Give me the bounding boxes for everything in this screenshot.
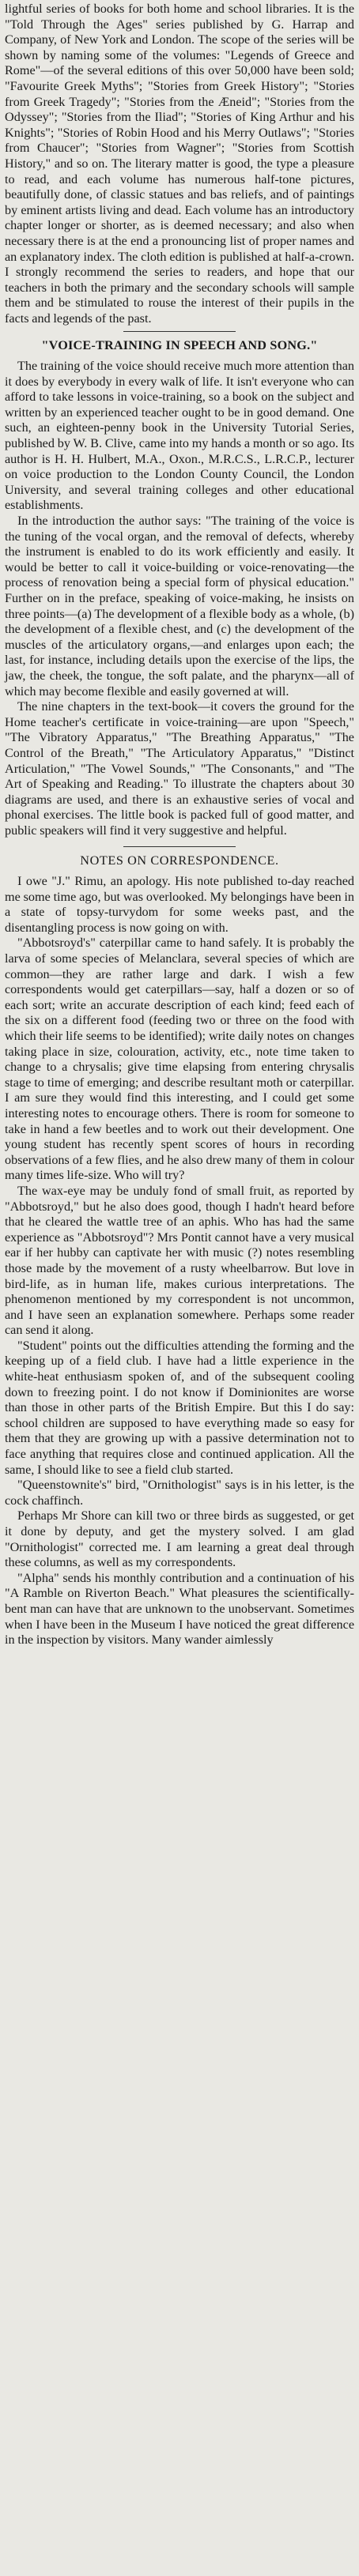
section-divider	[123, 331, 236, 332]
body-paragraph: In the introduction the author says: "The training of the voice is the tuning of the vocal organ, and the removal of defects, whereby the instrument is enabled to do its work efficiently and easily. It would be better to call it voice-building or voice-renovating—the process of renovation being a special form of physical education." Further on in the preface, speaking of voice-making, he insists on three points—(a) The development of a flexible body as a whole, (b) the development of a flexible chest, and (c) the development of the muscles of the articulatory organs,—and enlarges upon each; the last, for instance, including details upon the exercise of the lips, the jaw, the cheek, the tongue, the soft palate, and the pharynx—all of which may become flexible and easily governed at will.	[5, 514, 354, 699]
section-heading-correspondence: NOTES ON CORRESPONDENCE.	[80, 853, 279, 868]
body-paragraph: The nine chapters in the text-book—it covers the ground for the Home teacher's certificate in voice-training—are upon "Speech," "The Vibratory Apparatus," "The Breathing Apparatus," "The Control of the Breath," "The Articulatory Apparatus," "Distinct Articulation," "The Vowel Sounds," "The Consonants," and "The Art of Speaking and Reading." To illustrate the chapters about 30 diagrams are used, and there is an exhaustive series of vocal and phonal exercises. The little book is packed full of good matter, and public speakers will find it very suggestive and helpful.	[5, 699, 354, 838]
intro-paragraph: lightful series of books for both home and school libraries. It is the "Told Through the Ages" series published by G. Harrap and Company, of New York and London. The scope of the series will be shown by naming some of the volumes: "Legends of Greece and Rome"—of the several editions of this over 50,000 have been sold; "Favourite Greek Myths"; "Stories from Greek History"; "Stories from Greek Tragedy"; "Stories from the Æneid"; "Stories from the Odyssey"; "Stories from the Iliad"; "Stories of King Arthur and his Knights"; "Stories of Robin Hood and his Merry Outlaws"; "Stories from Chaucer"; "Stories from Wagner"; "Stories from Scottish History," and so on. The literary matter is good, the type a pleasure to read, and each volume has numerous half-tone pictures, beautifully done, of classic statues and bas reliefs, and of paintings by eminent artists living and dead. Each volume has an introductory chapter longer or shorter, as is deemed necessary; and also when necessary there is at the end a pronouncing list of proper names and an explanatory index. The cloth edition is published at half-a-crown. I strongly recommend the series to readers, and hope that our teachers in both the primary and the secondary schools will sample them and be stimulated to rouse the interest of their pupils in the facts and legends of the past.	[5, 2, 354, 326]
body-paragraph: "Alpha" sends his monthly contribution and a continuation of his "A Ramble on Riverton Beach." What pleasures the scientifically-bent man can have that are unknown to the unobservant. Sometimes when I have been in the Museum I have noticed the great difference in the inspection by visitors. Many wander aimlessly	[5, 1570, 354, 1648]
section-divider	[123, 846, 236, 847]
body-paragraph: The training of the voice should receive much more attention than it does by everybody in every walk of life. It isn't everyone who can afford to take lessons in voice-training, so a book on the subject and written by an experienced teacher ought to be in good demand. One such, an eighteen-penny book in the University Tutorial Series, published by W. B. Clive, came into my hands a month or so ago. Its author is H. H. Hulbert, M.A., Oxon., M.R.C.S., L.R.C.P., lecturer on voice production to the London County Council, the London University, and several training colleges and other educational establishments.	[5, 359, 354, 513]
body-paragraph: The wax-eye may be unduly fond of small fruit, as reported by "Abbotsroyd," but he also does good, though I hadn't heard before that he cleared the wattle tree of an aphis. Who has had the same experience as "Abbotsroyd"? Mrs Pontit cannot have a very musical ear if her hubby can captivate her with music (?) notes resembling those made by the movement of a rusty wheelbarrow. But love in bird-life, as in human life, makes curious interpretations. The phenomenon mentioned by my correspondent is not uncommon, and I have seen an explanation somewhere. Perhaps some reader can send it along.	[5, 1183, 354, 1338]
body-paragraph: Perhaps Mr Shore can kill two or three birds as suggested, or get it done by deputy, and get the mystery solved. I am glad "Ornithologist" corrected me. I am learning a great deal through these columns, as well as my correspondents.	[5, 1508, 354, 1570]
body-paragraph: I owe "J." Rimu, an apology. His note published to-day reached me some time ago, but was overlooked. My belongings have been in a state of topsy-turvydom for some weeks past, and the disentangling process is now going on with.	[5, 874, 354, 935]
body-paragraph: "Student" points out the difficulties attending the forming and the keeping up of a field club. I have had a little experience in the white-heat enthusiasm spoken of, and of the subsequent cooling down to freezing point. I do not know if Dominionites are worse than those in other parts of the British Empire. But this I do say: school children are supposed to have everything made so easy for them that they are growing up with a passive determination not to face anything that requires close and continued application. All the same, I should like to see a field club started.	[5, 1338, 354, 1477]
section-heading-voice-training: "VOICE-TRAINING IN SPEECH AND SONG."	[41, 338, 318, 353]
body-paragraph: "Abbotsroyd's" caterpillar came to hand safely. It is probably the larva of some species of Melanclara, several species of which are common—they are rather large and dark. I wish a few correspondents would get caterpillars—say, half a dozen or so of each sort; write an accurate description of each kind; feed each of the six on a different food (feeding two or three on the food with which their life seems to be identified); write daily notes on changes taking place in size, colouration, activity, etc., note time taken to change to a chrysalis; give time elapsing from entering chrysalis stage to time of emerging; and describe resultant moth or caterpillar. I am sure they would find this interesting, and I could get some interesting notes to encourage others. There is room for someone to take in hand a few beetles and to work out their development. One young student has recently spent scores of hours in recording observations of a few flies, and he also drew many of them in colour many times life-size. Who will try?	[5, 936, 354, 1183]
body-paragraph: "Queenstownite's" bird, "Ornithologist" says is in his letter, is the cock chaffinch.	[5, 1478, 354, 1508]
